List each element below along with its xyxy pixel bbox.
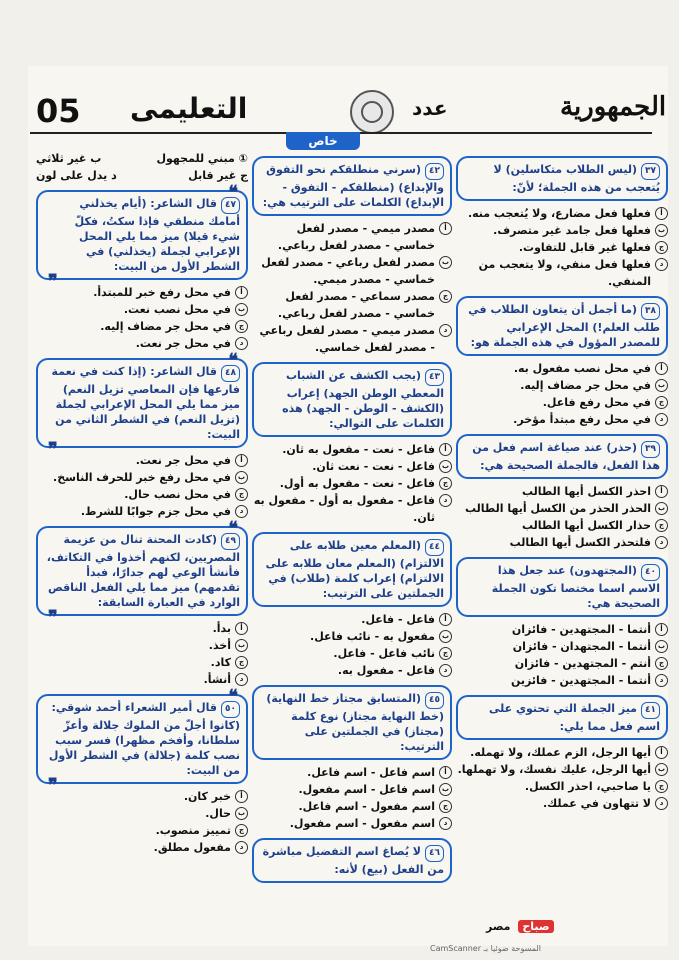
option-c: ج غير قابل [188,169,248,182]
option-letter-icon: د [439,664,452,677]
option-item [252,220,452,254]
option-letter-icon: د [439,494,452,507]
option-item [456,517,668,534]
question-block [252,156,452,356]
option-letter-icon: أ [235,790,248,803]
quote-open-icon: ❝ [228,182,238,203]
option-item [456,744,668,761]
option-item [36,805,248,822]
question-block [252,838,452,883]
option-item [36,486,248,503]
quote-close-icon: ❞ [48,775,58,796]
option-text: مفعول به - نائب فاعل. [310,630,435,643]
option-text: نائب فاعل - فاعل. [333,647,435,660]
question-number: ٤٢ [425,163,444,180]
option-item [252,611,452,628]
option-item [456,394,668,411]
option-item [36,839,248,856]
option-letter-icon: ج [655,519,668,532]
option-letter-icon: ج [655,396,668,409]
option-item [456,222,668,239]
option-text: أخذ. [208,639,231,652]
question-box [36,182,248,292]
column-left [36,150,248,860]
options-list [252,220,452,356]
option-letter-icon: د [655,797,668,810]
option-item [456,483,668,500]
question-number: ٤٦ [425,845,444,862]
option-letter-icon: د [235,841,248,854]
option-letter-icon: أ [655,623,668,636]
left-blocks [36,182,248,856]
option-item [36,301,248,318]
question-box [456,434,668,479]
options-list [456,483,668,551]
option-item [456,621,668,638]
option-text: بدأ. [212,622,231,635]
section-title: التعليمى [130,92,248,125]
quote-open-icon: ❝ [228,350,238,371]
question-number: ٣٧ [641,163,660,180]
option-item [252,492,452,526]
question-number: ٣٨ [641,303,660,320]
option-letter-icon: ب [439,256,452,269]
question-block [36,686,248,856]
option-item [36,822,248,839]
option-item [36,637,248,654]
option-letter-icon: ج [439,477,452,490]
option-letter-icon: أ [235,622,248,635]
ministry-seal-icon [350,90,394,134]
options-list [36,620,248,688]
question-box [456,695,668,740]
option-item [456,534,668,551]
question-text: (ما أجمل أن يتعاون الطلاب في طلب العلم!) المحل الإعرابي للمصدر المؤول في هذه الجملة هو: [468,303,660,349]
option-text: فلتحذر الكسل أيها الطالب [509,536,651,549]
option-text: اسم مفعول - اسم مفعول. [289,817,435,830]
option-letter-icon: ب [439,460,452,473]
question-box [252,156,452,216]
option-text: في محل نصب مفعول به. [513,362,651,375]
option-letter-icon: د [439,817,452,830]
option-text: فاعل - نعت - مفعول به أول. [279,477,435,490]
options-list [456,360,668,428]
option-text: فاعل - نعت - مفعول به ثان. [282,443,435,456]
option-item [456,761,668,778]
option-letter-icon: د [655,258,668,271]
option-text: فعلها فعل جامد غير متصرف. [493,224,651,237]
quote-close-icon: ❞ [48,439,58,460]
options-list [456,205,668,290]
option-letter-icon: ب [235,807,248,820]
option-text: مصدر ميمي - مصدر لفعل خماسي - مصدر لفعل رباعي. [277,222,435,252]
option-letter-icon: ج [235,656,248,669]
quote-close-icon: ❞ [48,271,58,292]
option-letter-icon: أ [655,746,668,759]
scanner-note: المسوحة ضوئيا بـ CamScanner [430,944,542,953]
option-text: مصدر لفعل رباعي - مصدر لفعل خماسي - مصدر ميمي. [261,256,435,286]
question-block [36,350,248,520]
option-item [456,239,668,256]
option-text: في محل جر نعت. [135,337,231,350]
option-text: في محل رفع خبر للحرف الناسخ. [53,471,231,484]
watermark-tag: مصر [486,920,511,933]
question-text: قال أمير الشعراء أحمد شوقي: (كانوا أجلّ من الملوك جلالة وأعزّ سلطانا، وأفخم مظهرا) فسر سبب نصب كلمة (جلالة) في الشطر الأول من البيت: [48,701,240,777]
option-item [36,788,248,805]
option-letter-icon: ب [439,783,452,796]
option-letter-icon: أ [439,443,452,456]
question-box [252,838,452,883]
option-text: فعلها فعل منفي، ولا يتعجب من المنفي. [478,258,651,288]
option-letter-icon: ب [655,640,668,653]
previous-options-row-1 [36,150,248,167]
question-box [456,557,668,617]
option-text: في محل جر نعت. [135,454,231,467]
option-letter-icon: د [655,536,668,549]
question-text: (المعلم معين طلابه على الالتزام) (المعلم معان طلابه على الالتزام) إعراب كلمة (طلاب) في الجملتين على الترتيب: [265,539,444,600]
option-item [36,318,248,335]
column-middle [252,150,452,887]
question-box [252,362,452,437]
options-list [252,764,452,832]
option-item [252,815,452,832]
option-letter-icon: أ [235,286,248,299]
option-letter-icon: د [235,673,248,686]
option-text: احذر الكسل أيها الطالب [522,485,651,498]
option-text: في محل رفع مبتدأ مؤخر. [513,413,651,426]
option-item [252,288,452,322]
option-text: حذار الكسل أيها الطالب [522,519,651,532]
quote-open-icon: ❝ [228,518,238,539]
option-item [36,452,248,469]
option-text: في محل رفع خبر للمبتدأ. [93,286,231,299]
option-item [456,655,668,672]
option-text: يا صاحبي، احذر الكسل. [524,780,651,793]
option-letter-icon: أ [439,222,452,235]
question-text: (سرني منطلقكم نحو التفوق والإبداع) (منطلقكم - التفوق - الإبداع) الكلمات على الترتيب هي: [262,163,444,209]
option-item [36,671,248,688]
question-number: ٤٣ [425,369,444,386]
option-item [252,645,452,662]
page-number: 05 [36,92,81,130]
option-text: أنتم - المجتهدين - فائزان [514,657,651,670]
option-text: الحذر الحذر من الكسل أيها الطالب [464,502,651,515]
question-number: ٤٤ [425,539,444,556]
option-item [252,475,452,492]
option-item [252,458,452,475]
option-text: اسم مفعول - اسم فاعل. [298,800,435,813]
question-number: ٣٩ [641,441,660,458]
option-letter-icon: ج [655,780,668,793]
option-item [456,256,668,290]
question-box [36,350,248,460]
option-d: د يدل على لون [36,169,117,182]
option-letter-icon: ب [235,639,248,652]
option-a: ① مبني للمجهول [156,152,248,165]
option-item [252,781,452,798]
options-list [252,611,452,679]
question-number: ٤٩ [221,533,240,550]
option-letter-icon: ب [235,471,248,484]
option-letter-icon: ج [235,488,248,501]
option-item [36,284,248,301]
option-text: كاد. [210,656,231,669]
question-text: قال الشاعر: (إذا كنت في نعمة فارعها فإن المعاصي تزيل النعم) ميز مما يلي المحل الإعرابي لجملة (تزيل النعم) في الشطر الثاني من البيت: [51,365,240,441]
option-item [456,795,668,812]
option-letter-icon: ج [439,290,452,303]
option-text: أنتما - المجتهدين - فائزان [511,623,651,636]
option-text: أنتما - المجتهدان - فائزان [512,640,651,653]
option-letter-icon: أ [235,454,248,467]
option-item [456,638,668,655]
question-text: (حذر) عند صياغة اسم فعل من هذا الفعل، فالجملة الصحيحة هي: [472,441,660,472]
question-box [252,532,452,607]
option-text: فعلها غير قابل للتفاوت. [518,241,651,254]
question-box [456,156,668,201]
question-box [456,296,668,356]
option-letter-icon: ب [235,303,248,316]
question-number: ٤١ [641,702,660,719]
option-letter-icon: د [235,337,248,350]
option-item [456,411,668,428]
option-letter-icon: أ [655,485,668,498]
option-letter-icon: ب [439,630,452,643]
option-text: فاعل - مفعول به أول - مفعول به ثان. [253,494,435,524]
option-item [456,377,668,394]
question-number: ٤٠ [641,564,660,581]
newspaper-logo: الجمهورية [560,92,667,122]
option-item [252,662,452,679]
previous-options-row-2 [36,167,248,184]
question-text: (المجتهدون) عند جعل هذا الاسم اسما مختصا تكون الجملة الصحيحة هي: [491,564,660,610]
question-block [456,296,668,428]
question-text: لا يُصاغ اسم التفضيل مباشرة من الفعل (بيع) لأنه: [262,845,444,876]
option-letter-icon: ج [235,824,248,837]
option-letter-icon: ج [439,647,452,660]
option-text: في محل نصب نعت. [123,303,231,316]
question-block [456,557,668,689]
option-text: اسم فاعل - اسم مفعول. [298,783,435,796]
question-block [252,685,452,832]
question-number: ٤٧ [221,197,240,214]
option-text: فعلها فعل مضارع، ولا يُتعجب منه. [467,207,651,220]
options-list [252,441,452,526]
option-item [36,469,248,486]
column-right [456,150,668,816]
question-block [252,362,452,526]
option-item [252,628,452,645]
question-number: ٤٥ [425,692,444,709]
option-item [252,441,452,458]
option-text: أنتما - المجتهدين - فائزين [510,674,651,687]
options-list [36,284,248,352]
option-letter-icon: ب [655,763,668,776]
option-text: تمييز منصوب. [155,824,231,837]
option-text: في محل جر مضاف إليه. [100,320,231,333]
option-text: مفعول مطلق. [153,841,231,854]
option-text: مصدر سماعي - مصدر لفعل خماسي - مصدر لفعل رباعي. [277,290,435,320]
quote-open-icon: ❝ [228,686,238,707]
question-block [36,518,248,688]
option-letter-icon: أ [655,207,668,220]
option-letter-icon: ب [655,379,668,392]
watermark-brand: صباح [518,920,553,933]
issue-label: عدد [412,96,448,120]
question-block [456,434,668,551]
option-letter-icon: د [655,413,668,426]
option-text: فاعل - مفعول به. [337,664,435,677]
option-text: في محل رفع فاعل. [542,396,651,409]
question-number: ٤٨ [221,365,240,382]
option-text: أنشأ. [203,673,231,686]
option-item [36,335,248,352]
option-text: أيها الرجل، الزم عملك، ولا تهمله. [470,746,651,759]
option-letter-icon: ب [655,224,668,237]
option-letter-icon: د [439,324,452,337]
option-item [36,654,248,671]
option-letter-icon: أ [439,766,452,779]
option-item [456,672,668,689]
option-letter-icon: أ [439,613,452,626]
question-block [456,695,668,812]
option-letter-icon: ج [655,657,668,670]
option-item [252,254,452,288]
option-text: مصدر ميمي - مصدر لفعل رباعي - مصدر لفعل خماسي. [259,324,435,354]
option-text: حال. [205,807,231,820]
option-text: فاعل - فاعل. [361,613,435,626]
option-text: لا تتهاون في عملك. [542,797,651,810]
question-block [456,156,668,290]
option-text: في محل جزم جوابًا للشرط. [80,505,231,518]
options-list [36,452,248,520]
option-letter-icon: ج [439,800,452,813]
question-text: (كادت المحنة تنال من عزيمة المصريين، لكنهم أخذوا في التكاتف، فأنشأ الوعي لهم جدارًا، فبدأ تقدمهم) ميز مما يلي الفعل الناقص الوارد في العبارة السابقة: [46,533,240,609]
option-item [456,205,668,222]
options-list [456,744,668,812]
options-list [36,788,248,856]
question-text: ميز الجملة التي تحتوي على اسم فعل مما يلي: [488,702,660,733]
option-item [36,503,248,520]
page-header [30,90,667,132]
option-item [252,798,452,815]
option-item [456,500,668,517]
question-number: ٥٠ [221,701,240,718]
question-text: (ليس الطلاب متكاسلين) لا يُتعجب من هذه الجملة؛ لأنّ: [493,163,660,194]
option-letter-icon: ب [655,502,668,515]
option-letter-icon: أ [655,362,668,375]
quote-close-icon: ❞ [48,607,58,628]
option-text: فاعل - نعت - نعت ثان. [312,460,435,473]
question-text: (يجب الكشف عن الشباب المعطي الوطن الجهد) إعراب (الكشف - الوطن - الجهد) هذه الكلمات على التوالي: [282,369,444,430]
option-item [252,764,452,781]
option-item [36,620,248,637]
option-text: أيها الرجل، عليك نفسك، ولا تهملها. [457,763,651,776]
option-letter-icon: ج [655,241,668,254]
watermark [486,920,554,933]
option-letter-icon: ج [235,320,248,333]
question-text: (المتسابق مجتاز خط النهاية) (خط النهاية مجتاز) نوع كلمة (مجتاز) في الجملتين على الترتيب: [266,692,444,753]
option-item [456,360,668,377]
option-b: ب غير ثلاثي [36,152,102,165]
question-box [36,686,248,796]
option-text: في محل جر مضاف إليه. [520,379,651,392]
option-text: خبر كان. [183,790,231,803]
option-item [252,322,452,356]
options-list [456,621,668,689]
question-box [252,685,452,760]
option-letter-icon: د [235,505,248,518]
option-letter-icon: د [655,674,668,687]
option-text: اسم فاعل - اسم فاعل. [307,766,435,779]
option-text: في محل نصب حال. [124,488,231,501]
question-block [36,182,248,352]
question-box [36,518,248,628]
option-item [456,778,668,795]
question-block [252,532,452,679]
special-tag: خاص [286,132,360,150]
question-text: قال الشاعر: (أيام يخذلني أمامك منطقي فإذا سكتُ، فكلّ شيء قيلا) ميز مما يلي المحل الإعرابي لجملة (يخذلني) في الشطر الأول من البيت: [74,197,240,273]
